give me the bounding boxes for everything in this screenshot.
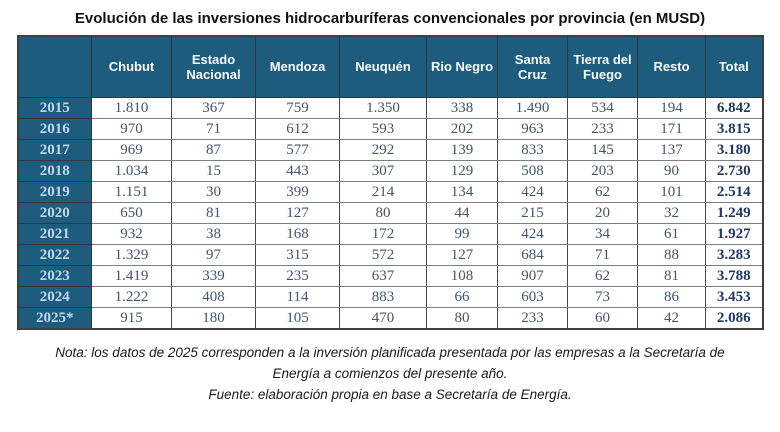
table-cell: 80 [340, 203, 427, 224]
table-cell: 883 [340, 287, 427, 308]
table-cell: 86 [638, 287, 706, 308]
table-cell: 194 [638, 98, 706, 119]
table-cell: 180 [172, 308, 256, 330]
total-cell: 3.815 [706, 119, 763, 140]
footnotes [34, 342, 746, 405]
table-cell: 235 [256, 266, 340, 287]
row-header-year: 2024 [18, 287, 92, 308]
total-cell: 1.249 [706, 203, 763, 224]
table-cell: 60 [568, 308, 638, 330]
table-cell: 969 [92, 140, 172, 161]
column-header: Rio Negro [427, 36, 498, 98]
table-cell: 1.222 [92, 287, 172, 308]
table-cell: 907 [498, 266, 568, 287]
table-cell: 80 [427, 308, 498, 330]
table-cell: 129 [427, 161, 498, 182]
table-cell: 1.490 [498, 98, 568, 119]
table-row [18, 308, 763, 330]
table-cell: 101 [638, 182, 706, 203]
table-cell: 612 [256, 119, 340, 140]
table-row [18, 161, 763, 182]
table-cell: 577 [256, 140, 340, 161]
table-cell: 915 [92, 308, 172, 330]
table-cell: 108 [427, 266, 498, 287]
table-cell: 292 [340, 140, 427, 161]
table-cell: 684 [498, 245, 568, 266]
table-cell: 137 [638, 140, 706, 161]
table-cell: 338 [427, 98, 498, 119]
table-cell: 20 [568, 203, 638, 224]
table-cell: 66 [427, 287, 498, 308]
column-header: Estado Nacional [172, 36, 256, 98]
row-header-year: 2021 [18, 224, 92, 245]
table-cell: 1.810 [92, 98, 172, 119]
table-cell: 61 [638, 224, 706, 245]
table-cell: 315 [256, 245, 340, 266]
table-cell: 833 [498, 140, 568, 161]
table-cell: 572 [340, 245, 427, 266]
row-header-year: 2019 [18, 182, 92, 203]
table-cell: 203 [568, 161, 638, 182]
table-cell: 759 [256, 98, 340, 119]
row-header-year: 2017 [18, 140, 92, 161]
table-row [18, 140, 763, 161]
row-header-year: 2025* [18, 308, 92, 330]
table-cell: 105 [256, 308, 340, 330]
row-header-year: 2018 [18, 161, 92, 182]
table-cell: 443 [256, 161, 340, 182]
table-row [18, 203, 763, 224]
table-cell: 62 [568, 182, 638, 203]
total-cell: 3.283 [706, 245, 763, 266]
table-row [18, 287, 763, 308]
table-row [18, 266, 763, 287]
table-cell: 172 [340, 224, 427, 245]
table-cell: 90 [638, 161, 706, 182]
row-header-year: 2015 [18, 98, 92, 119]
total-cell: 3.180 [706, 140, 763, 161]
table-row [18, 245, 763, 266]
table-cell: 233 [568, 119, 638, 140]
column-header: Resto [638, 36, 706, 98]
table-cell: 1.350 [340, 98, 427, 119]
table-cell: 168 [256, 224, 340, 245]
table-cell: 603 [498, 287, 568, 308]
corner-header-cell [18, 36, 92, 98]
investments-table [17, 35, 764, 330]
table-cell: 932 [92, 224, 172, 245]
row-header-year: 2022 [18, 245, 92, 266]
column-header: Total [706, 36, 763, 98]
table-cell: 508 [498, 161, 568, 182]
table-cell: 963 [498, 119, 568, 140]
total-cell: 2.730 [706, 161, 763, 182]
table-row [18, 182, 763, 203]
table-header [18, 36, 763, 98]
table-cell: 87 [172, 140, 256, 161]
table-cell: 593 [340, 119, 427, 140]
table-row [18, 224, 763, 245]
table-cell: 970 [92, 119, 172, 140]
table-cell: 30 [172, 182, 256, 203]
table-cell: 1.329 [92, 245, 172, 266]
total-cell: 1.927 [706, 224, 763, 245]
table-cell: 202 [427, 119, 498, 140]
source-text: Fuente: elaboración propia en base a Secretaría de Energía. [208, 387, 572, 402]
table-cell: 127 [427, 245, 498, 266]
table-row [18, 98, 763, 119]
table-cell: 171 [638, 119, 706, 140]
table-cell: 1.151 [92, 182, 172, 203]
table-cell: 424 [498, 224, 568, 245]
table-cell: 139 [427, 140, 498, 161]
row-header-year: 2023 [18, 266, 92, 287]
table-cell: 1.419 [92, 266, 172, 287]
row-header-year: 2016 [18, 119, 92, 140]
table-cell: 367 [172, 98, 256, 119]
page-title: Evolución de las inversiones hidrocarburíferas convencionales por provincia (en MUSD) [74, 10, 706, 27]
note-text: Nota: los datos de 2025 corresponden a la inversión planificada presentada por las empresas a la Secretaría de Energía a comienzos del presente año. [55, 345, 725, 381]
row-header-year: 2020 [18, 203, 92, 224]
total-cell: 2.514 [706, 182, 763, 203]
column-header: Tierra del Fuego [568, 36, 638, 98]
column-header: Santa Cruz [498, 36, 568, 98]
table-cell: 97 [172, 245, 256, 266]
table-cell: 215 [498, 203, 568, 224]
table-cell: 127 [256, 203, 340, 224]
table-cell: 339 [172, 266, 256, 287]
table-cell: 15 [172, 161, 256, 182]
table-cell: 233 [498, 308, 568, 330]
table-cell: 38 [172, 224, 256, 245]
table-cell: 73 [568, 287, 638, 308]
table-body [18, 98, 763, 330]
table-cell: 470 [340, 308, 427, 330]
table-cell: 408 [172, 287, 256, 308]
table-cell: 650 [92, 203, 172, 224]
total-cell: 3.788 [706, 266, 763, 287]
table-cell: 32 [638, 203, 706, 224]
table-cell: 307 [340, 161, 427, 182]
table-cell: 145 [568, 140, 638, 161]
table-cell: 637 [340, 266, 427, 287]
table-cell: 214 [340, 182, 427, 203]
table-cell: 114 [256, 287, 340, 308]
table-row [18, 119, 763, 140]
table-cell: 71 [568, 245, 638, 266]
column-header: Chubut [92, 36, 172, 98]
table-cell: 99 [427, 224, 498, 245]
table-cell: 88 [638, 245, 706, 266]
table-cell: 424 [498, 182, 568, 203]
table-cell: 71 [172, 119, 256, 140]
total-cell: 2.086 [706, 308, 763, 330]
table-cell: 62 [568, 266, 638, 287]
table-cell: 42 [638, 308, 706, 330]
column-header: Neuquén [340, 36, 427, 98]
total-cell: 6.842 [706, 98, 763, 119]
table-cell: 534 [568, 98, 638, 119]
table-cell: 34 [568, 224, 638, 245]
table-cell: 134 [427, 182, 498, 203]
table-cell: 81 [638, 266, 706, 287]
table-header-row [18, 36, 763, 98]
total-cell: 3.453 [706, 287, 763, 308]
table-cell: 399 [256, 182, 340, 203]
column-header: Mendoza [256, 36, 340, 98]
table-cell: 81 [172, 203, 256, 224]
table-cell: 1.034 [92, 161, 172, 182]
table-cell: 44 [427, 203, 498, 224]
